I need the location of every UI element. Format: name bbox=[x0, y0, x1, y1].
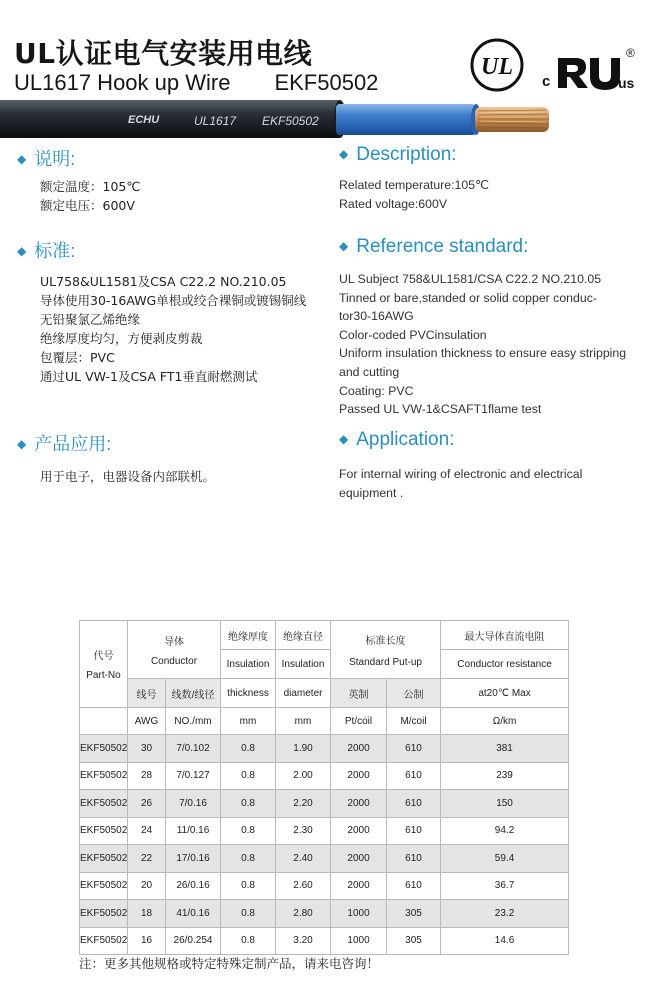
table-cell: 1000 bbox=[331, 927, 387, 955]
section-heading-standard-en: ◆ Reference standard: bbox=[339, 236, 529, 257]
table-cell: 305 bbox=[387, 900, 441, 928]
table-row bbox=[80, 817, 569, 845]
table-cell: 26 bbox=[128, 790, 166, 818]
table-cell: 18 bbox=[128, 900, 166, 928]
table-cell: 2000 bbox=[331, 762, 387, 790]
table-cell: 7/0.16 bbox=[166, 790, 221, 818]
table-cell: 610 bbox=[387, 872, 441, 900]
table-cell: 14.6 bbox=[441, 927, 569, 955]
cru-us-recognized-logo bbox=[540, 44, 640, 94]
description-en-text: Related temperature:105℃ Rated voltage:600V bbox=[339, 178, 489, 211]
diamond-bullet-icon: ◆ bbox=[17, 244, 27, 258]
header-ins-diameter-en1: Insulation bbox=[276, 650, 331, 679]
diamond-bullet-icon: ◆ bbox=[339, 147, 349, 161]
table-cell: 381 bbox=[441, 735, 569, 763]
table-cell: 41/0.16 bbox=[166, 900, 221, 928]
table-cell: 610 bbox=[387, 735, 441, 763]
table-row bbox=[80, 790, 569, 818]
table-cell: 22 bbox=[128, 845, 166, 873]
table-cell: 610 bbox=[387, 845, 441, 873]
header-standard-length: 标准长度 Standard Put-up bbox=[331, 621, 441, 679]
table-cell: 0.8 bbox=[221, 900, 276, 928]
table-cell: EKF50502 bbox=[80, 735, 128, 763]
table-cell: 26/0.16 bbox=[166, 872, 221, 900]
table-cell: 24 bbox=[128, 817, 166, 845]
table-cell: 36.7 bbox=[441, 872, 569, 900]
table-row bbox=[80, 900, 569, 928]
wire-print-std: UL1617 bbox=[194, 114, 237, 128]
table-cell: 1000 bbox=[331, 900, 387, 928]
table-cell: EKF50502 bbox=[80, 900, 128, 928]
wire-print-brand: ECHU bbox=[128, 114, 160, 126]
header-metric: 公制 bbox=[387, 679, 441, 708]
header-strands: 线数/线径 bbox=[166, 679, 221, 708]
table-cell: 0.8 bbox=[221, 762, 276, 790]
table-cell: 11/0.16 bbox=[166, 817, 221, 845]
header-ins-thickness-en2: thickness bbox=[221, 679, 276, 708]
svg-text:us: us bbox=[618, 75, 635, 91]
header-ins-thickness-en1: Insulation bbox=[221, 650, 276, 679]
table-cell: 610 bbox=[387, 762, 441, 790]
section-heading-application-en: ◆ Application: bbox=[339, 429, 455, 450]
description-cn-text: 额定温度：105℃ 额定电压：600V bbox=[40, 179, 141, 213]
wire-product-image bbox=[0, 96, 560, 140]
table-cell: 610 bbox=[387, 790, 441, 818]
table-cell: 28 bbox=[128, 762, 166, 790]
table-cell: EKF50502 bbox=[80, 790, 128, 818]
table-cell: 2000 bbox=[331, 872, 387, 900]
table-cell: 1.90 bbox=[276, 735, 331, 763]
header-imperial: 英制 bbox=[331, 679, 387, 708]
table-cell: 94.2 bbox=[441, 817, 569, 845]
table-cell: 610 bbox=[387, 817, 441, 845]
header-ins-diameter-cn: 绝缘直径 bbox=[276, 621, 331, 650]
standard-cn-text: UL758&UL1581及CSA C22.2 NO.210.05 导体使用30-16AWG单根或绞合裸铜或镀锡铜线 无铅聚氯乙烯绝缘 绝缘厚度均匀，方便剥皮剪裁 包覆层：PVC 通过UL VW-1及CSA FT1垂直耐燃测试 bbox=[40, 274, 307, 384]
diamond-bullet-icon: ◆ bbox=[17, 152, 27, 166]
header-ins-diameter-en2: diameter bbox=[276, 679, 331, 708]
header-gauge: 线号 bbox=[128, 679, 166, 708]
header-resistance-en2: at20℃ Max bbox=[441, 679, 569, 708]
table-cell: 0.8 bbox=[221, 872, 276, 900]
spec-table bbox=[79, 620, 569, 955]
wire-print-model: EKF50502 bbox=[262, 114, 319, 128]
header-part-no: 代号 Part-No bbox=[80, 621, 128, 708]
page-title-cn: UL认证电气安装用电线 bbox=[14, 37, 313, 70]
table-cell: 30 bbox=[128, 735, 166, 763]
table-cell: 2.80 bbox=[276, 900, 331, 928]
table-row bbox=[80, 872, 569, 900]
table-cell: EKF50502 bbox=[80, 762, 128, 790]
standard-en-text: UL Subject 758&UL1581/CSA C22.2 NO.210.05 Tinned or bare,standed or solid copper conduc- tor30-16AWG Color-coded PVCinsulation Uniform insulation thickness to ensure easy stripping and cutting Coating: PVC Passed UL VW-1&CSAFT1flame test bbox=[339, 272, 627, 417]
table-cell: 0.8 bbox=[221, 845, 276, 873]
header-ins-thickness-cn: 绝缘厚度 bbox=[221, 621, 276, 650]
registered-mark: ® bbox=[626, 46, 635, 60]
table-cell: 2000 bbox=[331, 790, 387, 818]
table-row bbox=[80, 762, 569, 790]
table-cell: 239 bbox=[441, 762, 569, 790]
table-cell: 2000 bbox=[331, 735, 387, 763]
svg-text:c: c bbox=[542, 73, 551, 90]
section-heading-description-en: ◆ Description: bbox=[339, 144, 457, 165]
table-row bbox=[80, 735, 569, 763]
table-cell: 2.60 bbox=[276, 872, 331, 900]
table-cell: 2.30 bbox=[276, 817, 331, 845]
table-cell: 26/0.254 bbox=[166, 927, 221, 955]
diamond-bullet-icon: ◆ bbox=[17, 437, 27, 451]
application-en-text: For internal wiring of electronic and electrical equipment . bbox=[339, 467, 583, 500]
model-code: EKF50502 bbox=[274, 70, 379, 95]
table-cell: EKF50502 bbox=[80, 845, 128, 873]
table-cell: 0.8 bbox=[221, 790, 276, 818]
table-row bbox=[80, 927, 569, 955]
table-cell: 59.4 bbox=[441, 845, 569, 873]
table-cell: 2.40 bbox=[276, 845, 331, 873]
header-resistance-en1: Conductor resistance bbox=[441, 650, 569, 679]
table-cell: EKF50502 bbox=[80, 872, 128, 900]
section-heading-description-cn: ◆ 说明: bbox=[17, 149, 76, 169]
table-row bbox=[80, 845, 569, 873]
diamond-bullet-icon: ◆ bbox=[339, 239, 349, 253]
section-heading-application-cn: ◆ 产品应用: bbox=[17, 434, 112, 454]
table-cell: 2.00 bbox=[276, 762, 331, 790]
table-cell: 305 bbox=[387, 927, 441, 955]
table-cell: 2000 bbox=[331, 845, 387, 873]
section-heading-standard-cn: ◆ 标准: bbox=[17, 241, 76, 261]
ul-logo-text: UL bbox=[481, 54, 513, 80]
table-cell: 3.20 bbox=[276, 927, 331, 955]
product-name: UL1617 Hook up Wire bbox=[14, 70, 231, 95]
table-cell: 7/0.102 bbox=[166, 735, 221, 763]
table-cell: 2.20 bbox=[276, 790, 331, 818]
footer-note: 注：更多其他规格或特定特殊定制产品，请来电咨询！ bbox=[79, 956, 380, 971]
table-cell: 2000 bbox=[331, 817, 387, 845]
header-conductor: 导体 Conductor bbox=[128, 621, 221, 679]
table-cell: 23.2 bbox=[441, 900, 569, 928]
table-cell: EKF50502 bbox=[80, 927, 128, 955]
table-cell: 0.8 bbox=[221, 927, 276, 955]
table-cell: EKF50502 bbox=[80, 817, 128, 845]
table-cell: 0.8 bbox=[221, 735, 276, 763]
table-cell: 16 bbox=[128, 927, 166, 955]
table-cell: 0.8 bbox=[221, 817, 276, 845]
page-title-en bbox=[14, 70, 378, 96]
table-cell: 17/0.16 bbox=[166, 845, 221, 873]
table-cell: 150 bbox=[441, 790, 569, 818]
units-row: AWG NO./mm mm mm Pt/coil M/coil Ω/km bbox=[80, 708, 569, 735]
ul-certification-logo bbox=[470, 38, 524, 92]
table-cell: 7/0.127 bbox=[166, 762, 221, 790]
table-cell: 20 bbox=[128, 872, 166, 900]
application-cn-text: 用于电子，电器设备内部联机。 bbox=[40, 469, 216, 484]
diamond-bullet-icon: ◆ bbox=[339, 432, 349, 446]
header-resistance-cn: 最大导体直流电阻 bbox=[441, 621, 569, 650]
